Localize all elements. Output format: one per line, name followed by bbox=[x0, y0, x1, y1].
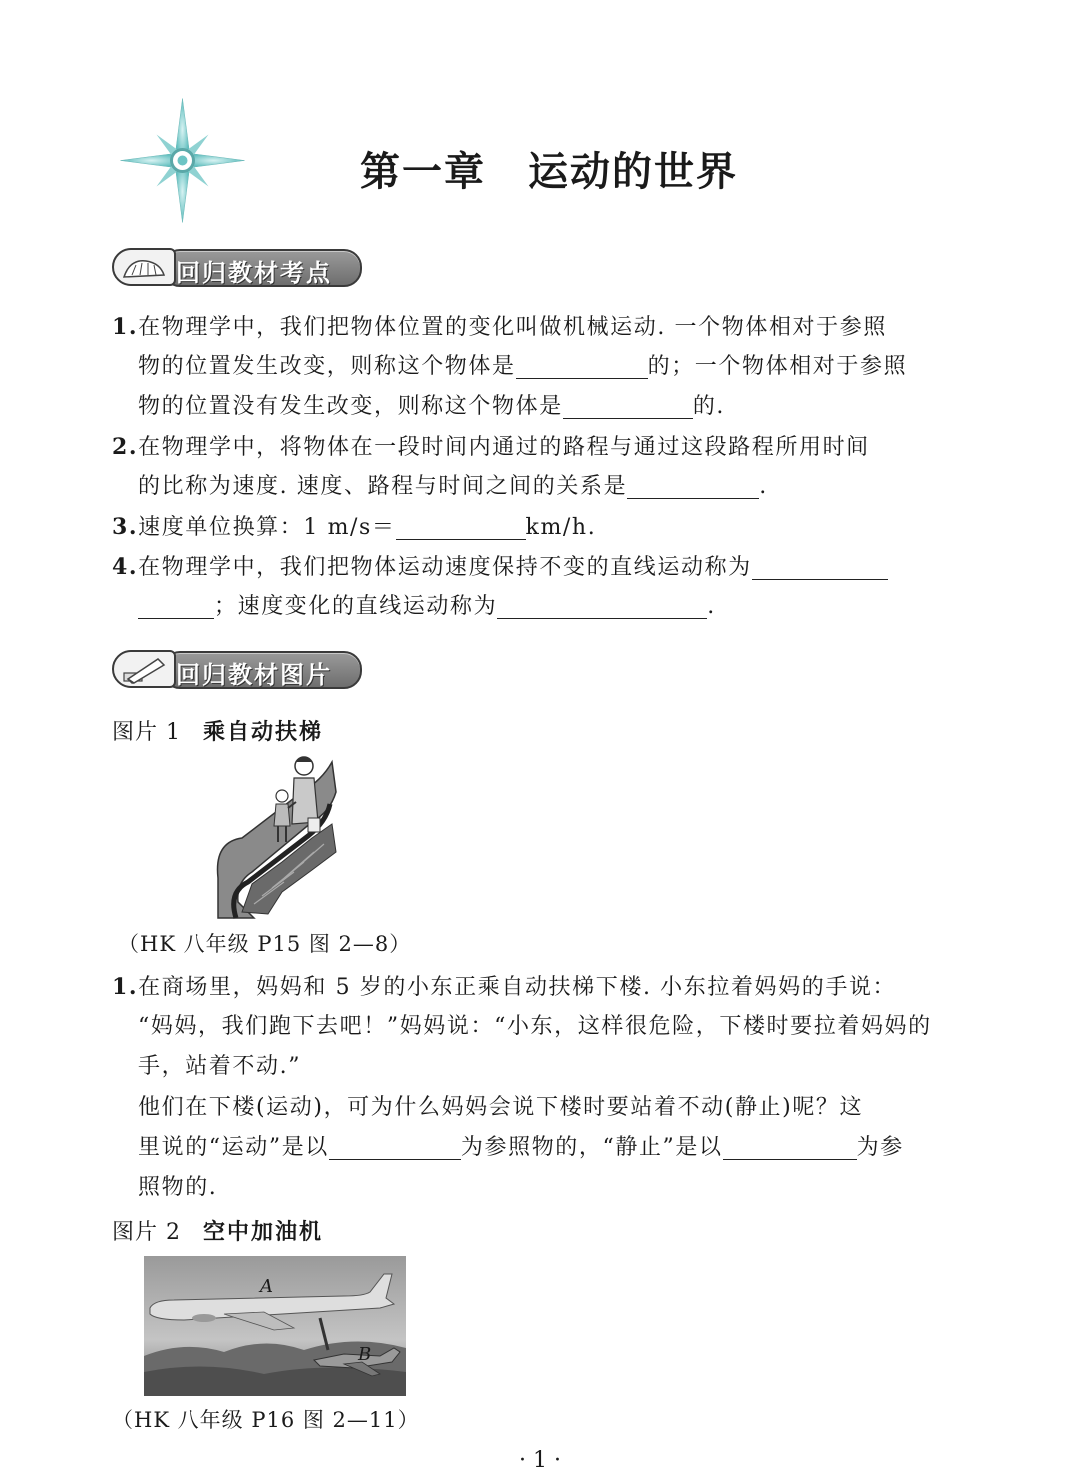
question-text: . bbox=[759, 474, 768, 499]
section-title: 回归教材考点 bbox=[176, 259, 332, 287]
figure-number: 图片 2 bbox=[112, 1220, 181, 1245]
question-text: 速度单位换算：1 m/s＝ bbox=[138, 515, 396, 540]
question-text: 的. bbox=[692, 394, 726, 419]
question-number: 1. bbox=[112, 314, 139, 340]
pic-question-1-line-5 bbox=[138, 1128, 904, 1168]
pic-question-1-line-6: 照物的. bbox=[138, 1175, 218, 1200]
question-number: 3. bbox=[112, 514, 139, 540]
question-text: 为参 bbox=[856, 1135, 904, 1160]
pencil-icon bbox=[112, 650, 176, 688]
aerial-refueling-photo bbox=[144, 1256, 406, 1396]
section-banner-kaodian bbox=[112, 248, 360, 286]
answer-blank[interactable] bbox=[627, 470, 759, 499]
answer-blank[interactable] bbox=[329, 1131, 461, 1160]
answer-blank[interactable] bbox=[723, 1131, 857, 1160]
answer-blank[interactable] bbox=[497, 590, 707, 619]
pic-question-1-line-4: 他们在下楼(运动)，可为什么妈妈会说下楼时要站着不动(静止)呢？这 bbox=[138, 1095, 864, 1120]
pic-question-1-line-3: 手，站着不动.” bbox=[138, 1054, 302, 1079]
answer-blank[interactable] bbox=[563, 390, 693, 419]
escalator-illustration bbox=[212, 752, 338, 920]
figure-name: 乘自动扶梯 bbox=[203, 720, 324, 745]
figure-1-label bbox=[112, 715, 323, 746]
question-text: km/h. bbox=[525, 515, 597, 540]
figure-2-caption: （HK 八年级 P16 图 2—11） bbox=[112, 1408, 420, 1432]
chapter-number: 第一章 bbox=[360, 148, 486, 195]
question-2-line-2 bbox=[138, 467, 768, 507]
pic-question-1-line-1 bbox=[112, 967, 896, 1008]
question-text: 里说的“运动”是以 bbox=[138, 1135, 329, 1160]
question-text: ；速度变化的直线运动称为 bbox=[214, 594, 498, 619]
figure-number: 图片 1 bbox=[112, 720, 181, 745]
section-banner-tupian bbox=[112, 650, 360, 688]
figure-1-caption: （HK 八年级 P15 图 2—8） bbox=[118, 932, 412, 956]
figure-2-label bbox=[112, 1215, 323, 1246]
question-text: 物的位置没有发生改变，则称这个物体是 bbox=[138, 394, 563, 419]
shell-icon bbox=[112, 248, 176, 286]
question-number: 4. bbox=[112, 554, 139, 580]
question-4-line-2 bbox=[138, 587, 716, 627]
question-2-line-1 bbox=[112, 427, 870, 468]
question-1-line-2 bbox=[138, 347, 907, 387]
question-number: 1. bbox=[112, 974, 139, 1000]
question-1-line-1 bbox=[112, 307, 887, 348]
question-text: 在物理学中，我们把物体位置的变化叫做机械运动. 一个物体相对于参照 bbox=[138, 315, 887, 340]
question-3 bbox=[112, 507, 596, 548]
tanker-label: A bbox=[260, 1276, 273, 1297]
question-text: 的比称为速度. 速度、路程与时间之间的关系是 bbox=[138, 474, 628, 499]
answer-blank[interactable] bbox=[396, 511, 526, 540]
answer-blank[interactable] bbox=[516, 350, 648, 379]
chapter-title bbox=[360, 140, 738, 197]
question-1-line-3 bbox=[138, 387, 725, 427]
section-title: 回归教材图片 bbox=[176, 661, 332, 689]
question-text: 的；一个物体相对于参照 bbox=[647, 354, 908, 379]
fighter-label: B bbox=[358, 1344, 372, 1365]
question-4-line-1 bbox=[112, 547, 888, 588]
compass-star-icon bbox=[120, 98, 245, 223]
answer-blank[interactable] bbox=[752, 551, 888, 580]
page-number: · 1 · bbox=[519, 1448, 561, 1473]
question-text: 为参照物的，“静止”是以 bbox=[460, 1135, 723, 1160]
question-text: . bbox=[707, 594, 716, 619]
question-number: 2. bbox=[112, 434, 139, 460]
pic-question-1-line-2: “妈妈，我们跑下去吧！”妈妈说：“小东，这样很危险，下楼时要拉着妈妈的 bbox=[138, 1014, 932, 1039]
figure-name: 空中加油机 bbox=[203, 1220, 324, 1245]
question-text: 物的位置发生改变，则称这个物体是 bbox=[138, 354, 516, 379]
question-text: 在物理学中，我们把物体运动速度保持不变的直线运动称为 bbox=[138, 555, 752, 580]
question-text: 在商场里，妈妈和 5 岁的小东正乘自动扶梯下楼. 小东拉着妈妈的手说： bbox=[138, 975, 897, 1000]
question-text: 在物理学中，将物体在一段时间内通过的路程与通过这段路程所用时间 bbox=[138, 435, 870, 460]
chapter-name: 运动的世界 bbox=[528, 148, 738, 195]
answer-blank[interactable] bbox=[138, 590, 214, 619]
